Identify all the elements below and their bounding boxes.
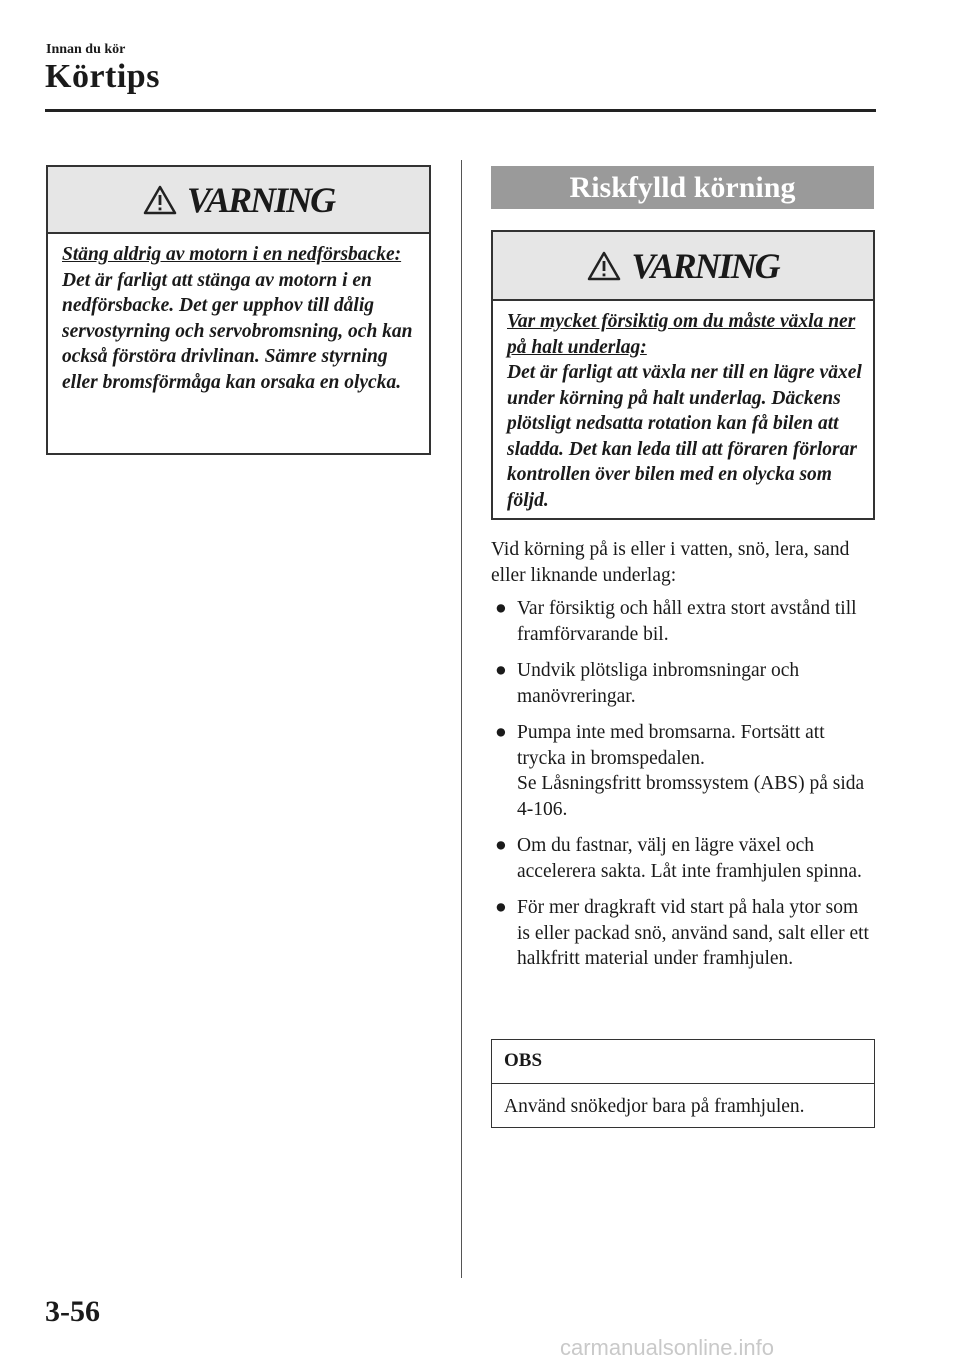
list-item <box>491 658 876 709</box>
warning-box-slippery-downshift <box>491 230 875 520</box>
bullet-icon: ● <box>495 660 507 681</box>
list-item-text: Om du fastnar, välj en lägre växel och accelerera sakta. Låt inte framhjulen spinna. <box>517 835 862 882</box>
warning-box-engine-off <box>46 165 431 455</box>
list-item-text: Undvik plötsliga inbromsningar och manövreringar. <box>517 660 800 707</box>
page-title: Körtips <box>45 58 160 95</box>
warning-header <box>48 167 429 234</box>
warning-lead: Var mycket försiktig om du måste växla ner på halt underlag: <box>507 311 856 358</box>
list-item-text: Var försiktig och håll extra stort avstånd till framförvarande bil. <box>517 598 857 645</box>
page-reference-link[interactable]: Se Låsningsfritt bromssystem (ABS) på sida 4-106. <box>517 773 865 820</box>
bullet-icon: ● <box>495 598 507 619</box>
warning-body <box>48 234 429 405</box>
bullet-list <box>491 596 876 983</box>
bullet-icon: ● <box>495 722 507 743</box>
list-item <box>491 720 876 822</box>
warning-label: VARNING <box>631 245 779 286</box>
warning-header <box>493 232 873 301</box>
bullet-icon: ● <box>495 897 507 918</box>
list-item <box>491 596 876 647</box>
header-rule <box>45 109 876 112</box>
note-box <box>491 1039 875 1128</box>
section-label: Innan du kör <box>46 42 126 57</box>
warning-text: Det är farligt att växla ner till en lägre växel under körning på halt underlag. Däckens plötsligt nedsatta rotation kan få bilen att sladda. Det kan leda till att föraren förlorar kontrollen över bilen med en olycka som följd. <box>507 362 862 511</box>
page-number: 3-56 <box>45 1295 100 1328</box>
bullet-icon: ● <box>495 835 507 856</box>
warning-triangle-icon <box>587 251 621 281</box>
list-item <box>491 833 876 884</box>
warning-label: VARNING <box>186 179 335 220</box>
note-text: Använd snökedjor bara på framhjulen. <box>504 1096 805 1117</box>
topic-banner: Riskfylld körning <box>491 166 874 209</box>
list-item-text: För mer dragkraft vid start på hala ytor som is eller packad snö, använd sand, salt eller ett halkfritt material under framhjulen. <box>517 897 869 969</box>
watermark: carmanualsonline.info <box>560 1335 775 1360</box>
column-divider <box>461 160 462 1278</box>
warning-body <box>493 301 873 523</box>
warning-lead: Stäng aldrig av motorn i en nedförsbacke: <box>62 244 402 265</box>
warning-text: Det är farligt att stänga av motorn i en nedförsbacke. Det ger upphov till dålig servostyrning och servobromsning, och kan också förstöra drivlinan. Sämre styrning eller bromsförmåga kan orsaka en olycka. <box>62 269 413 393</box>
list-item-text: Pumpa inte med bromsarna. Fortsätt att trycka in bromspedalen. <box>517 722 825 769</box>
list-item <box>491 895 876 972</box>
warning-triangle-icon <box>143 185 177 215</box>
note-label: OBS <box>492 1040 874 1084</box>
intro-paragraph: Vid körning på is eller i vatten, snö, lera, sand eller liknande underlag: <box>491 539 850 586</box>
